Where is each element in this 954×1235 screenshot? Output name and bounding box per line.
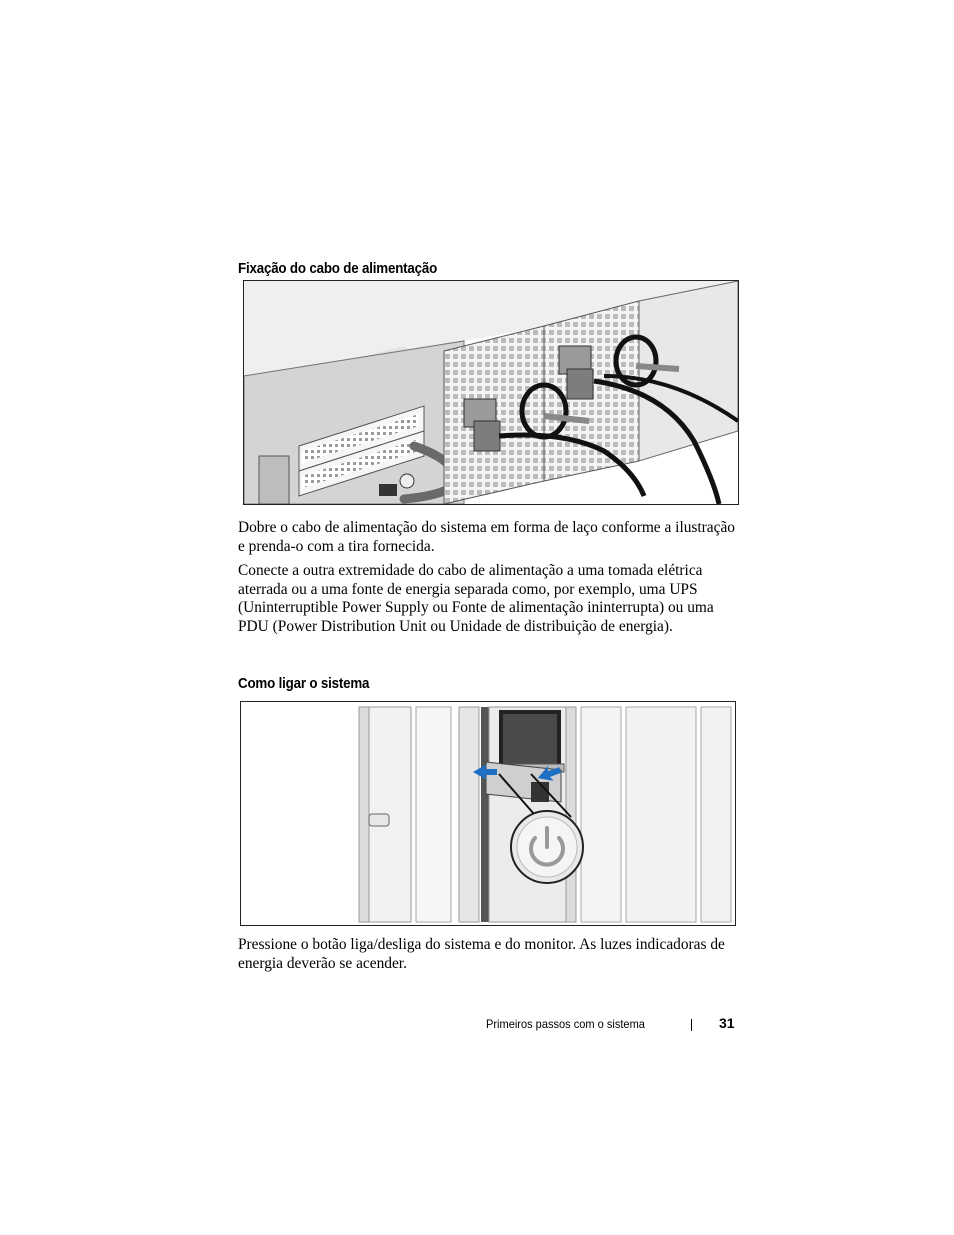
section-heading-turn-on: Como ligar o sistema (238, 676, 370, 692)
power-icon (511, 811, 583, 883)
instruction-paragraph-connect-outlet: Conecte a outra extremidade do cabo de alimentação a uma tomada elétrica aterrada ou a uma fonte de energia separada como, por exemplo, uma UPS (Uninterruptible Power Supply ou Fonte de alimentação ininterrupta) ou uma PDU (Power Distribution Unit ou Unidade de distribuição de energia). (238, 562, 714, 635)
power-cable-illustration (243, 280, 739, 505)
footer-separator (691, 1019, 692, 1031)
page-number: 31 (719, 1015, 735, 1031)
footer-title: Primeiros passos com o sistema (486, 1017, 645, 1031)
power-on-illustration (240, 701, 736, 926)
instruction-paragraph-press-power: Pressione o botão liga/desliga do sistema e do monitor. As luzes indicadoras de energia deverão se acender. (238, 936, 725, 972)
section-heading-power-cable: Fixação do cabo de alimentação (238, 261, 438, 277)
instruction-paragraph-loop-cable: Dobre o cabo de alimentação do sistema em forma de laço conforme a ilustração e prenda-o com a tira fornecida. (238, 519, 735, 555)
